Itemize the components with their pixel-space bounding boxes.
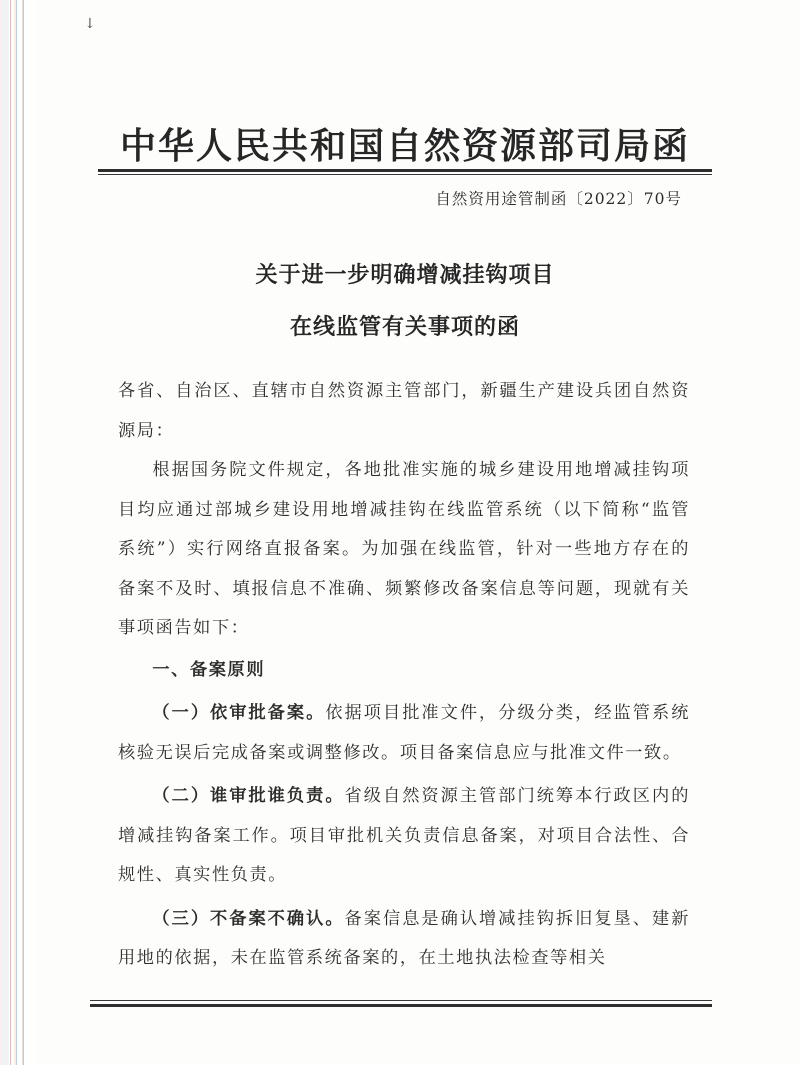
item-text: 备案信息是确认增减挂钩拆旧复垦、建新用地的依据，未在监管系统备案的，在土地执法检查等相关 bbox=[118, 908, 690, 968]
item-paragraph-3 bbox=[118, 900, 690, 979]
footer-rule-thin bbox=[90, 1000, 712, 1001]
item-heading: （三）不备案不确认。 bbox=[152, 908, 345, 929]
title-line-2: 在线监管有关事项的函 bbox=[289, 314, 520, 340]
footer-rule bbox=[90, 1004, 712, 1007]
item-text: 省级自然资源主管部门统筹本行政区内的增减挂钩备案工作。项目审批机关负责信息备案，对项目合法性、合规性、真实性负责。 bbox=[118, 786, 690, 885]
item-text: 依据项目批准文件，分级分类，经监管系统核验无误后完成备案或调整修改。项目备案信息应与批准文件一致。 bbox=[118, 703, 690, 763]
header-rule-thin bbox=[98, 174, 712, 175]
document-body bbox=[118, 372, 690, 979]
scan-edge-line bbox=[23, 0, 24, 1065]
margin-mark: ↓ bbox=[84, 16, 96, 32]
section-heading: 一、备案原则 bbox=[152, 659, 266, 680]
item-paragraph-2 bbox=[118, 777, 690, 896]
intro-paragraph: 根据国务院文件规定，各地批准实施的城乡建设用地增减挂钩项目均应通过部城乡建设用地增减挂钩在线监管系统（以下简称“监管系统”）实行网络直报备案。为加强在线监管，针对一些地方存在的备案不及时、填报信息不准确、频繁修改备案信息等问题，现就有关事项函告如下： bbox=[118, 460, 690, 638]
item-heading: （一）依审批备案。 bbox=[152, 703, 326, 723]
letterhead: 中华人民共和国自然资源部司局函 bbox=[119, 125, 690, 167]
scan-edge bbox=[0, 0, 36, 1065]
document-number: 自然资用途管制函〔2022〕70号 bbox=[435, 190, 682, 208]
header-rule bbox=[98, 169, 712, 172]
scan-edge-line bbox=[10, 0, 11, 1065]
item-paragraph-1 bbox=[118, 694, 690, 773]
title-line-1: 关于进一步明确增减挂钩项目 bbox=[255, 262, 555, 288]
addressee: 各省、自治区、直辖市自然资源主管部门，新疆生产建设兵团自然资源局： bbox=[118, 381, 690, 441]
scan-edge-line bbox=[16, 0, 17, 1065]
item-heading: （二）谁审批谁负责。 bbox=[152, 786, 345, 806]
